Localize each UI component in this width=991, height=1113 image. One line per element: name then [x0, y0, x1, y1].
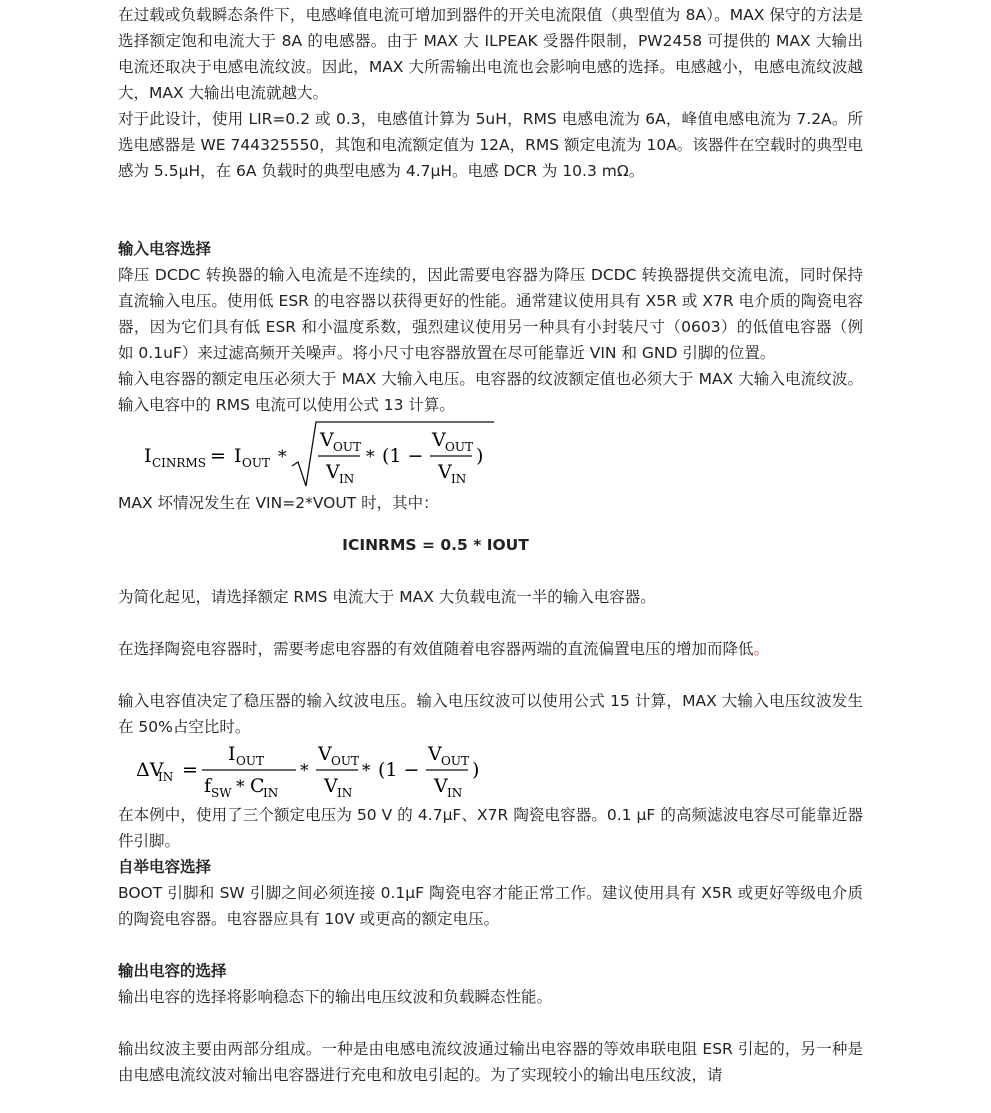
f2-frac3-den-sub: IN: [447, 785, 463, 800]
formula-iout-sub: OUT: [242, 456, 270, 470]
formula-multiply: *: [278, 447, 287, 467]
paragraph-example-capacitors: 在本例中，使用了三个额定电压为 50 V 的 4.7μF、X7R 陶瓷电容器。0.1 μF 的高频滤波电容尽可能靠近器件引脚。: [118, 805, 863, 850]
f2-frac3-den-v: V: [434, 774, 448, 797]
frac1-num-v: V: [320, 429, 334, 451]
ceramic-derating-period: 。: [753, 639, 770, 658]
ceramic-derating-text: 在选择陶瓷电容器时，需要考虑电容器的有效值随着电容器两端的直流偏置电压的增加而降低: [118, 639, 754, 658]
formula-multiply-2: *: [366, 447, 375, 467]
paragraph-input-capacitor-intro: 降压 DCDC 转换器的输入电流是不连续的，因此需要电容器为降压 DCDC 转换器提供交流电流，同时保持直流输入电压。使用低 ESR 的电容器以获得更好的性能。通常建议使用具有 X5R 或 X7R 电介质的陶瓷电容器，因为它们具有低 ESR 和小温度系数，强烈建议使用另一种具有小封装尺寸（0603）的低值电容器（例如 0.1uF）来过滤高频开关噪声。将小尺寸电容器放置在尽可能靠近 VIN 和 GND 引脚的位置。: [118, 266, 863, 362]
formula-iout: I: [234, 445, 242, 467]
f2-num-i-sub: OUT: [236, 753, 264, 768]
paragraph-ceramic-derating: [118, 636, 863, 662]
f2-num-i: I: [228, 742, 236, 765]
f2-frac3-num-sub: OUT: [441, 753, 469, 768]
paragraph-inductor-saturation: 在过载或负载瞬态条件下，电感峰值电流可增加到器件的开关电流限值（典型值为 8A）。MAX 保守的方法是选择额定饱和电流大于 8A 的电感器。由于 MAX 大 ILPEAK 受器件限制，PW2458 可提供的 MAX 大输出电流还取决于电感电流纹波。因此，MAX 大所需输出电流也会影响电感的选择。电感越小，电感电流纹波越大，MAX 大输出电流就越大。: [118, 6, 863, 102]
formula2-lhs: ΔV: [136, 758, 164, 781]
f2-den-f: f: [204, 774, 212, 797]
f2-frac2-num-sub: OUT: [331, 753, 359, 768]
f2-frac2-den-v: V: [324, 774, 338, 797]
formula-paren-close: ): [476, 445, 484, 467]
frac1-num-sub: OUT: [333, 440, 361, 454]
frac2-num-sub: OUT: [445, 440, 473, 454]
frac2-den-v: V: [438, 461, 452, 483]
paragraph-boot-capacitor: BOOT 引脚和 SW 引脚之间必须连接 0.1μF 陶瓷电容才能正常工作。建议使用具有 X5R 或更好等级电介质的陶瓷电容器。电容器应具有 10V 或更高的额定电压。: [118, 883, 863, 928]
paragraph-worst-case: MAX 坏情况发生在 VIN=2*VOUT 时，其中：: [118, 494, 439, 512]
f2-den-c: C: [250, 774, 265, 797]
formula-delta-vin: [118, 740, 863, 802]
paragraph-simplify: 为简化起见，请选择额定 RMS 电流大于 MAX 大负载电流一半的输入电容器。: [118, 587, 656, 606]
f2-star-2: *: [362, 760, 371, 781]
frac1-den-v: V: [326, 461, 340, 483]
formula-lhs-sub: CINRMS: [152, 456, 206, 470]
paragraph-output-ripple: 输出纹波主要由两部分组成。一种是由电感电流纹波通过输出电容器的等效串联电阻 ESR 引起的，另一种是由电感电流纹波对输出电容器进行充电和放电引起的。为了实现较小的输出电压纹波，请: [118, 1039, 863, 1084]
equation-icinrms-line: ICINRMS = 0.5 * IOUT: [342, 535, 529, 554]
f2-den-c-sub: IN: [263, 785, 279, 800]
f2-frac2-num-v: V: [318, 742, 332, 765]
heading-output-capacitor: 输出电容的选择: [118, 961, 227, 980]
formula-icinrms: [118, 418, 863, 490]
paragraph-inductor-design: 对于此设计，使用 LIR=0.2 或 0.3，电感值计算为 5uH，RMS 电感电流为 6A，峰值电感电流为 7.2A。所选电感器是 WE 744325550，其饱和电流额定值为 12A，RMS 额定电流为 10A。该器件在空载时的典型电感为 5.5μH，在 6A 负载时的典型电感为 4.7μH。电感 DCR 为 10.3 mΩ。: [118, 110, 863, 180]
f2-den-f-sub: SW: [211, 785, 232, 800]
heading-input-capacitor: 输入电容选择: [118, 240, 212, 258]
frac2-den-sub: IN: [451, 472, 467, 486]
f2-frac3-num-v: V: [428, 742, 442, 765]
f2-paren-close: ): [472, 758, 480, 781]
heading-boot-capacitor: 自举电容选择: [118, 857, 212, 876]
formula2-lhs-sub: IN: [158, 769, 174, 784]
f2-den-star: *: [236, 776, 245, 797]
f2-frac2-den-sub: IN: [337, 785, 353, 800]
formula-delta-vin-graphic: [136, 740, 516, 802]
formula-icinrms-graphic: [144, 418, 524, 490]
document-body: [118, 2, 863, 1088]
f2-star-1: *: [300, 760, 309, 781]
formula2-equals: =: [182, 758, 198, 781]
formula-equals: =: [210, 445, 226, 467]
formula-lhs: I: [144, 445, 152, 467]
paragraph-input-ripple: 输入电容值决定了稳压器的输入纹波电压。输入电压纹波可以使用公式 15 计算，MAX 大输入电压纹波发生在 50%占空比时。: [118, 691, 863, 736]
paragraph-input-capacitor-rating: 输入电容器的额定电压必须大于 MAX 大输入电压。电容器的纹波额定值也必须大于 MAX 大输入电流纹波。输入电容中的 RMS 电流可以使用公式 13 计算。: [118, 370, 863, 414]
frac2-num-v: V: [432, 429, 446, 451]
frac1-den-sub: IN: [339, 472, 355, 486]
paragraph-output-capacitor-intro: 输出电容的选择将影响稳态下的输出电压纹波和负载瞬态性能。: [118, 987, 553, 1006]
f2-paren-open: (1 −: [378, 758, 420, 781]
formula-paren-open: (1 −: [382, 445, 424, 467]
